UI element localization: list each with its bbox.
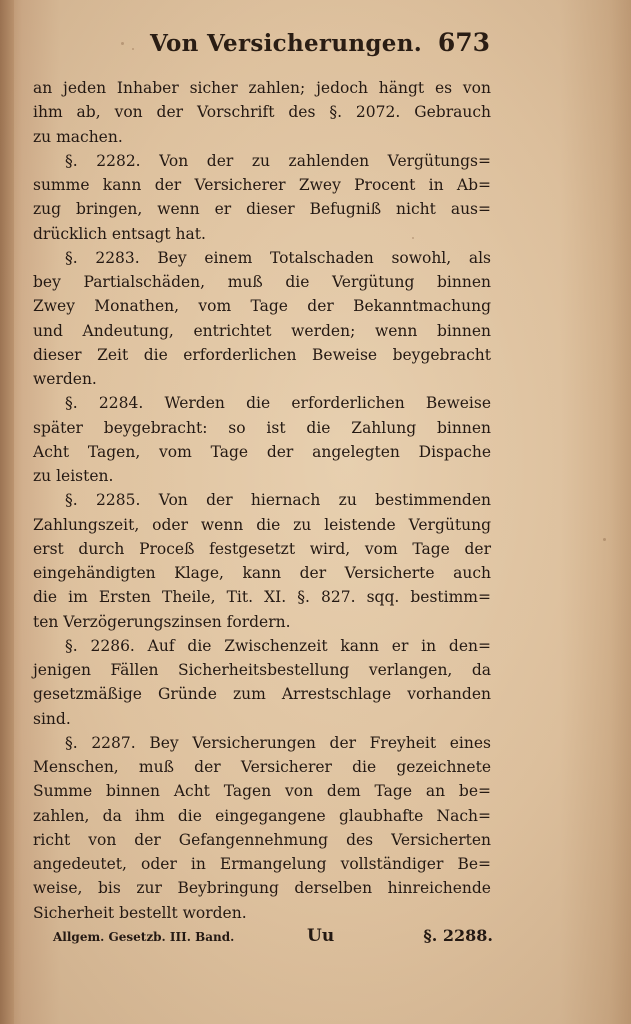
footer-signature-mark: Uu bbox=[307, 926, 335, 946]
text-line: §. 2287. Bey Versicherungen der Freyheit eines bbox=[65, 733, 491, 752]
text-line: bey Partialschäden, muß die Vergütung binnen bbox=[33, 273, 491, 291]
text-line: Sicherheit bestellt worden. bbox=[33, 903, 247, 922]
text-line: Acht Tagen, vom Tage der angelegten Dispache bbox=[33, 442, 491, 461]
text-line: ihm ab, von der Vorschrift des §. 2072. Gebrauch bbox=[33, 103, 491, 122]
paper-speck bbox=[132, 48, 134, 50]
text-line: angedeutet, oder in Ermangelung vollständiger Be= bbox=[33, 855, 491, 873]
text-line: an jeden Inhaber sicher zahlen; jedoch hängt es von bbox=[33, 79, 491, 97]
text-line: dieser Zeit die erforderlichen Beweise beygebracht bbox=[33, 345, 491, 364]
text-line: sind. bbox=[33, 709, 71, 728]
text-line: weise, bis zur Beybringung derselben hinreichende bbox=[33, 879, 491, 898]
text-line: eingehändigten Klage, kann der Versicherte auch bbox=[33, 564, 491, 582]
body-text bbox=[33, 76, 491, 925]
text-line: §. 2286. Auf die Zwischenzeit kann er in den= bbox=[65, 636, 491, 655]
text-line: Zwey Monathen, vom Tage der Bekanntmachung bbox=[33, 297, 491, 316]
text-line: richt von der Gefangennehmung des Versicherten bbox=[33, 830, 491, 849]
text-line: summe kann der Versicherer Zwey Procent in Ab= bbox=[33, 176, 491, 194]
paper-speck bbox=[121, 42, 124, 45]
paper-speck bbox=[603, 538, 606, 541]
text-line: jenigen Fällen Sicherheitsbestellung verlangen, da bbox=[33, 661, 491, 679]
text-line: §. 2282. Von der zu zahlenden Vergütungs= bbox=[65, 151, 491, 170]
running-title: Von Versicherungen. bbox=[150, 30, 423, 57]
text-line: Menschen, muß der Versicherer die gezeichnete bbox=[33, 758, 491, 776]
text-line: Zahlungszeit, oder wenn die zu leistende Vergütung bbox=[33, 515, 491, 534]
text-line: §. 2284. Werden die erforderlichen Beweise bbox=[65, 394, 491, 413]
page-header bbox=[150, 26, 490, 66]
text-line: gesetzmäßige Gründe zum Arrestschlage vorhanden bbox=[33, 685, 491, 704]
text-line: §. 2283. Bey einem Totalschaden sowohl, als bbox=[65, 248, 491, 267]
text-line: drücklich entsagt hat. bbox=[33, 224, 206, 243]
footer-volume-note: Allgem. Gesetzb. III. Band. bbox=[53, 930, 235, 944]
text-line: Summe binnen Acht Tagen von dem Tage an be= bbox=[33, 782, 491, 801]
text-line: zahlen, da ihm die eingegangene glaubhafte Nach= bbox=[33, 806, 491, 825]
text-line: zu machen. bbox=[33, 127, 123, 146]
page-gutter-shadow bbox=[0, 0, 14, 1024]
page-number: 673 bbox=[437, 28, 490, 57]
text-line: zu leisten. bbox=[33, 467, 114, 485]
text-line: später beygebracht: so ist die Zahlung binnen bbox=[33, 418, 491, 437]
text-line: werden. bbox=[33, 370, 97, 388]
text-line: ten Verzögerungszinsen fordern. bbox=[33, 612, 291, 631]
text-line: erst durch Proceß festgesetzt wird, vom Tage der bbox=[33, 539, 491, 558]
text-line: die im Ersten Theile, Tit. XI. §. 827. sqq. bestimm= bbox=[33, 588, 491, 607]
footer-catchword: §. 2288. bbox=[423, 926, 493, 945]
text-line: und Andeutung, entrichtet werden; wenn binnen bbox=[33, 321, 491, 340]
page-footer bbox=[33, 926, 493, 952]
text-line: zug bringen, wenn er dieser Befugniß nicht aus= bbox=[33, 200, 491, 219]
text-line: §. 2285. Von der hiernach zu bestimmenden bbox=[65, 491, 491, 510]
